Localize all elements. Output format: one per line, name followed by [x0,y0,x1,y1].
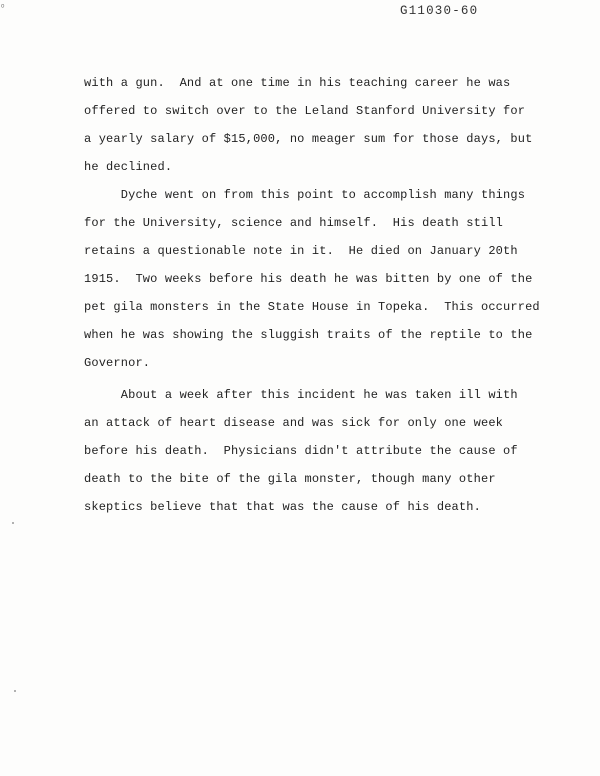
scan-speck [12,522,14,524]
text-line: retains a questionable note in it. He died on January 20th [84,244,518,258]
text-line: Governor. [84,356,151,370]
text-line: for the University, science and himself. His death still [84,216,504,230]
text-line: skeptics believe that that was the cause of his death. [84,500,481,514]
text-line: a yearly salary of $15,000, no meager sum for those days, but [84,132,533,146]
text-line: before his death. Physicians didn't attribute the cause of [84,444,518,458]
text-line: About a week after this incident he was taken ill with [84,388,518,402]
scan-speck [14,690,16,692]
text-line: with a gun. And at one time in his teaching career he was [84,76,511,90]
text-line: Dyche went on from this point to accomplish many things [84,188,526,202]
text-line: 1915. Two weeks before his death he was bitten by one of the [84,272,533,286]
corner-mark: ₒ [0,0,6,10]
document-id: G11030-60 [400,4,479,18]
text-line: he declined. [84,160,173,174]
text-line: offered to switch over to the Leland Stanford University for [84,104,526,118]
text-line: when he was showing the sluggish traits of the reptile to the [84,328,533,342]
text-line: an attack of heart disease and was sick for only one week [84,416,504,430]
text-line: pet gila monsters in the State House in Topeka. This occurred [84,300,540,314]
text-line: death to the bite of the gila monster, though many other [84,472,496,486]
